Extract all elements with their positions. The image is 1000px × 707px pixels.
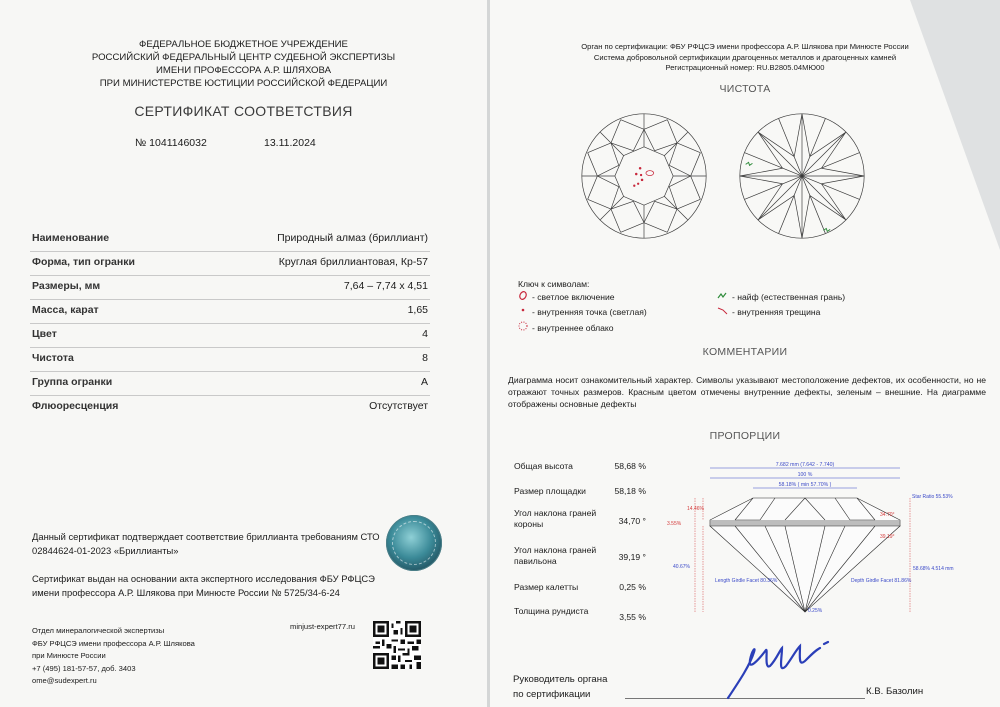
property-row (30, 348, 430, 372)
full-width-label: 100 % (797, 472, 813, 478)
legend-cloud (516, 321, 614, 333)
property-row (30, 324, 430, 348)
diameter-label: 7.682 mm (7.642 - 7.740) (775, 462, 835, 468)
signatory-title (513, 672, 607, 702)
certificate-right-page (490, 0, 1000, 707)
culet-label: 0.25% (808, 608, 823, 614)
crown-angle-label: 34.70° (880, 512, 895, 518)
property-key: Группа огранки (32, 376, 113, 388)
dept-email[interactable]: ome@sudexpert.ru (32, 676, 97, 685)
light-inclusion-icon (516, 291, 530, 302)
department-contacts (32, 625, 272, 688)
certification-body (490, 42, 1000, 74)
proportion-value: 58,68 % (614, 461, 646, 471)
property-value: А (420, 376, 428, 388)
signatory-line: по сертификации (513, 689, 591, 700)
depth-girdle-facet-label: Depth Girdle Facet 81.86% (851, 578, 912, 584)
property-key: Масса, карат (32, 304, 99, 316)
certificate-number: № 1041146032 (135, 137, 207, 149)
proportions-diagram (655, 460, 955, 620)
property-row (30, 252, 430, 276)
legend-pinpoint (516, 306, 647, 317)
legend-label: - внутреннее облако (532, 323, 614, 333)
org-line: ФЕДЕРАЛЬНОЕ БЮДЖЕТНОЕ УЧРЕЖДЕНИЕ (139, 39, 348, 50)
signatory-line: Руководитель органа (513, 674, 608, 685)
handwritten-signature (720, 640, 850, 702)
body-line: Орган по сертификации: ФБУ РФЦСЭ имени профессора А.Р. Шлякова при Минюсте России (581, 42, 909, 51)
seal-ring (392, 521, 436, 565)
property-key: Форма, тип огранки (32, 256, 135, 268)
pavilion-angle-label: 39.19° (880, 534, 895, 540)
legend-label: - внутренняя трещина (732, 307, 821, 317)
proportion-value: 39,19 ° (618, 552, 646, 562)
registration-number: Регистрационный номер: RU.В2805.04МЮ00 (665, 63, 825, 72)
page-corner-shade (870, 0, 1000, 250)
certificate-left-page (0, 0, 487, 707)
pinpoint-icon (516, 306, 530, 317)
proportion-key: Толщина рундиста (514, 606, 589, 616)
star-ratio-label: Star Ratio 55.53% (912, 494, 953, 500)
property-value: 4 (422, 328, 428, 340)
comments-section-title: КОММЕНТАРИИ (702, 346, 788, 358)
org-line: ПРИ МИНИСТЕРСТВЕ ЮСТИЦИИ РОССИЙСКОЙ ФЕДЕРАЦИИ (99, 78, 388, 89)
property-key: Наименование (32, 232, 110, 244)
property-row (30, 276, 430, 300)
dept-line: ФБУ РФЦСЭ имени профессора А.Р. Шлякова (32, 638, 195, 648)
legend-label: - найф (естественная грань) (732, 292, 846, 302)
proportion-value: 34,70 ° (618, 516, 646, 526)
dept-phone: +7 (495) 181-57-57, доб. 3403 (32, 663, 136, 673)
property-value: Природный алмаз (бриллиант) (277, 232, 428, 244)
property-value: 1,65 (407, 304, 428, 316)
proportion-key: Общая высота (514, 461, 573, 471)
property-value: Отсутствует (369, 400, 428, 412)
legend-label: - внутренняя точка (светлая) (532, 307, 647, 317)
clarity-diagram-crown (576, 108, 712, 244)
dept-line: при Минюсте России (32, 651, 106, 660)
feather-icon (716, 306, 730, 317)
certificate-date: 13.11.2024 (264, 137, 316, 149)
signatory-name: К.В. Базолин (866, 686, 924, 697)
property-key: Чистота (32, 352, 74, 364)
table-label: 58.18% ( min 57.70% ) (778, 482, 832, 488)
cloud-icon (516, 321, 530, 333)
certificate-title: СЕРТИФИКАТ СООТВЕТСТВИЯ (134, 103, 353, 119)
legend-label: - светлое включение (532, 292, 615, 302)
org-line: ИМЕНИ ПРОФЕССОРА А.Р. ШЛЯХОВА (156, 65, 331, 76)
proportion-value: 3,55 % (619, 612, 646, 622)
dept-line: Отдел минералогической экспертизы (32, 626, 165, 635)
property-key: Флюоресценция (32, 400, 119, 412)
issuance-basis: Сертификат выдан на основании акта экспертного исследования ФБУ РФЦСЭ имени профессора А.Р. Шлякова при Минюсте России № 5725/34-6-24 (32, 573, 375, 598)
proportion-key: Размер площадки (514, 486, 586, 496)
proportion-key: Размер калетты (514, 582, 579, 592)
property-value: 7,64 – 7,74 x 4,51 (343, 280, 428, 292)
legend-light-inclusion (516, 291, 615, 302)
natural-icon (716, 291, 730, 302)
body-line: Система добровольной сертификации драгоценных металлов и драгоценных камней (593, 52, 897, 62)
property-row (30, 300, 430, 324)
crown-height-label: 14.46% (687, 506, 704, 512)
depth-label: 58.68% 4.514 mm (913, 566, 954, 572)
property-row (30, 396, 430, 420)
property-value: 8 (422, 352, 428, 364)
proportions-section-title: ПРОПОРЦИИ (709, 430, 781, 442)
proportion-key: Угол наклона граней короны (514, 508, 597, 529)
proportion-key: Угол наклона граней павильона (514, 545, 597, 566)
clarity-section-title: ЧИСТОТА (719, 83, 771, 95)
proportion-value: 0,25 % (619, 582, 646, 592)
legend-feather (716, 306, 820, 317)
comments-text: Диаграмма носит ознакомительный характер. Символы указывают местоположение дефектов, их особенности, но не отражают точных размеров. Красным цветом отмечены внутренние дефекты, зеленым – внешние. На диаграмме отображены основные дефекты (508, 375, 986, 409)
legend-title: Ключ к символам: (518, 279, 590, 289)
length-girdle-facet-label: Length Girdle Facet 80.36% (715, 578, 778, 584)
proportion-value: 58,18 % (614, 486, 646, 496)
property-key: Размеры, мм (32, 280, 101, 292)
issuer-organization (0, 38, 487, 90)
property-row (30, 372, 430, 396)
qr-code-icon[interactable] (373, 621, 421, 669)
pavilion-depth-label: 40.67% (673, 564, 690, 570)
website-link[interactable]: minjust-expert77.ru (290, 622, 355, 631)
girdle-label: 3.55% (667, 521, 682, 527)
conformity-statement: Данный сертификат подтверждает соответствие бриллианта требованиям СТО 02844624-01-2023 «Бриллианты» (32, 531, 380, 556)
property-row (30, 228, 430, 252)
property-value: Круглая бриллиантовая, Кр-57 (278, 256, 428, 268)
clarity-diagram-pavilion (734, 108, 870, 244)
legend-natural (716, 291, 845, 302)
property-key: Цвет (32, 328, 57, 340)
org-line: РОССИЙСКИЙ ФЕДЕРАЛЬНЫЙ ЦЕНТР СУДЕБНОЙ ЭКСПЕРТИЗЫ (91, 52, 396, 63)
